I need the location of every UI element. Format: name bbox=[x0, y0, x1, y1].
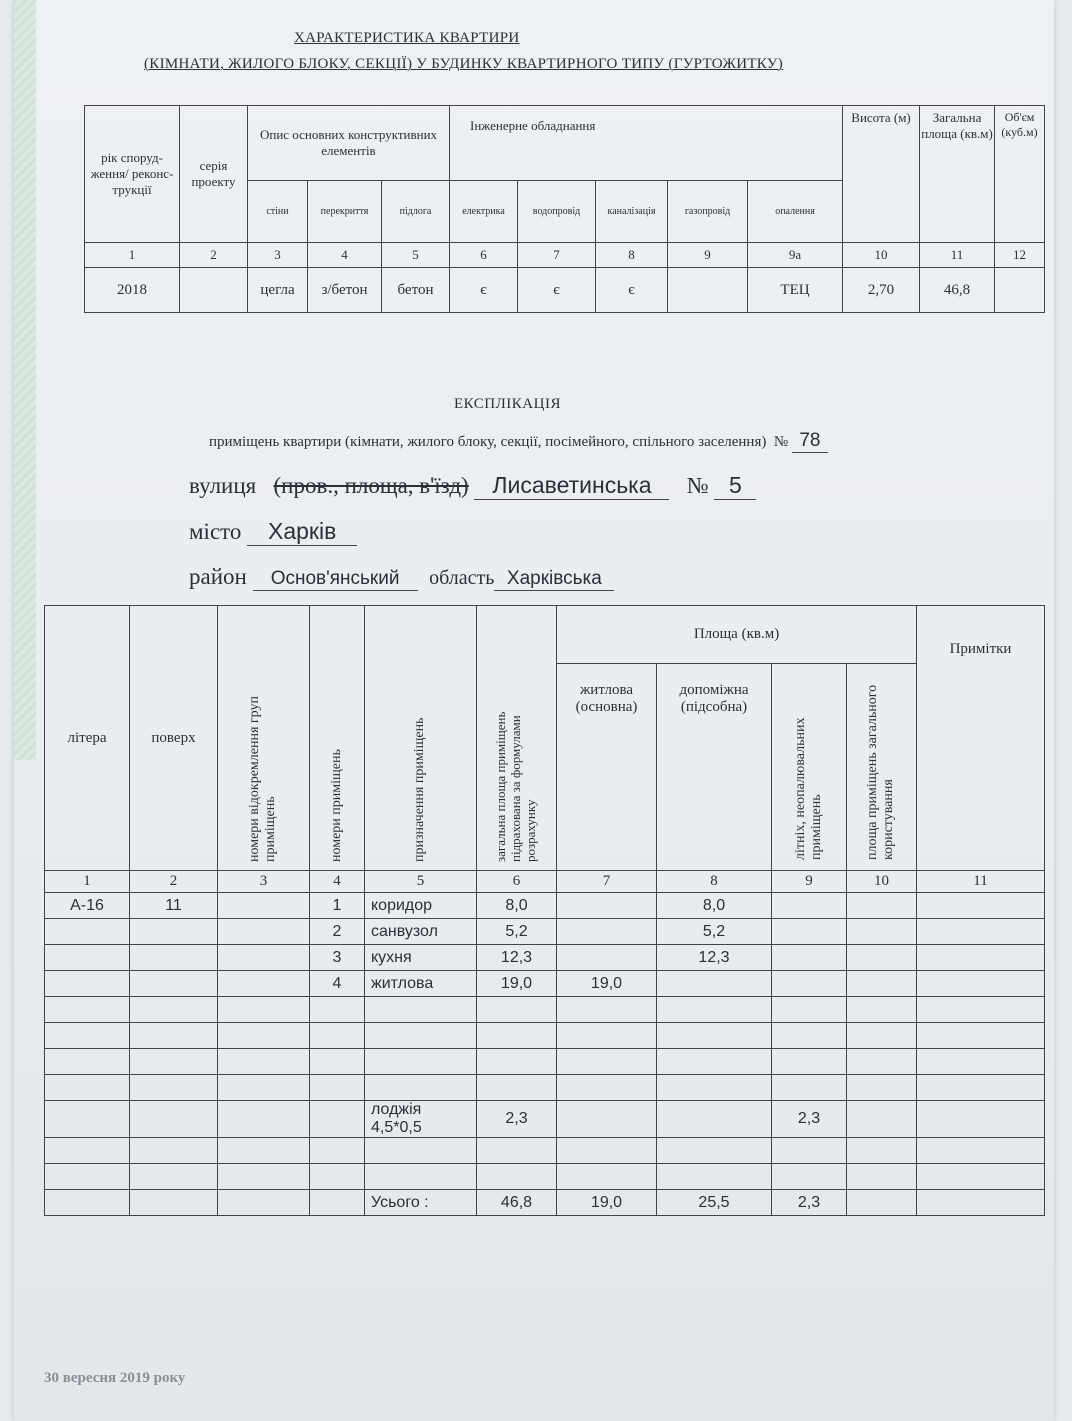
header-floors: перекриття bbox=[308, 181, 382, 243]
cell-litera bbox=[45, 997, 130, 1023]
header-engineering: Інженерне обладнання bbox=[450, 106, 843, 181]
header-litera: літера bbox=[45, 606, 130, 871]
cell-floor-level bbox=[130, 1049, 218, 1075]
cell-year: 2018 bbox=[85, 268, 180, 313]
col-number: 2 bbox=[180, 243, 248, 268]
col-number: 4 bbox=[310, 871, 365, 893]
table-row bbox=[45, 945, 1045, 971]
table-row bbox=[45, 893, 1045, 919]
cell-auxiliary bbox=[657, 1101, 772, 1138]
cell-heating: ТЕЦ bbox=[748, 268, 843, 313]
col-number: 3 bbox=[248, 243, 308, 268]
cell-floor-level bbox=[130, 971, 218, 997]
cell-water: є bbox=[518, 268, 596, 313]
characteristics-table bbox=[84, 105, 1045, 313]
district-label: район bbox=[189, 564, 247, 589]
cell-litera bbox=[45, 945, 130, 971]
cell-floor-level bbox=[130, 1190, 218, 1216]
cell-common bbox=[847, 1190, 917, 1216]
header-living: житлова (основна) bbox=[557, 664, 657, 871]
cell-summer: 2,3 bbox=[772, 1101, 847, 1138]
cell-floor-level bbox=[130, 1023, 218, 1049]
table-row bbox=[45, 1075, 1045, 1101]
cell-floor-level bbox=[130, 919, 218, 945]
cell-room-no bbox=[310, 1023, 365, 1049]
cell-notes bbox=[917, 919, 1045, 945]
col-number: 5 bbox=[365, 871, 477, 893]
cell-room-no bbox=[310, 997, 365, 1023]
col-number: 6 bbox=[477, 871, 557, 893]
cell-litera bbox=[45, 1075, 130, 1101]
cell-purpose: коридор bbox=[365, 893, 477, 919]
header-area: Площа (кв.м) bbox=[557, 606, 917, 664]
cell-notes bbox=[917, 1190, 1045, 1216]
header-gas: газопровід bbox=[668, 181, 748, 243]
cell-auxiliary bbox=[657, 971, 772, 997]
cell-auxiliary bbox=[657, 1075, 772, 1101]
house-number: 5 bbox=[714, 472, 756, 500]
region-name: Харківська bbox=[494, 568, 614, 591]
cell-purpose bbox=[365, 1138, 477, 1164]
cell-living bbox=[557, 1049, 657, 1075]
table-row bbox=[45, 997, 1045, 1023]
cell-common bbox=[847, 1023, 917, 1049]
col-number: 8 bbox=[657, 871, 772, 893]
street-line bbox=[189, 472, 756, 500]
header-total-rooms: загальна площа приміщень підрахована за формулами розрахунку bbox=[477, 606, 557, 871]
cell-summer bbox=[772, 1049, 847, 1075]
cell-purpose: житлова bbox=[365, 971, 477, 997]
header-year: рік спoруд-ження/ реконс-трукції bbox=[85, 106, 180, 243]
col-number: 8 bbox=[596, 243, 668, 268]
col-number: 4 bbox=[308, 243, 382, 268]
cell-auxiliary: 5,2 bbox=[657, 919, 772, 945]
cell-total: 5,2 bbox=[477, 919, 557, 945]
col-number: 12 bbox=[995, 243, 1045, 268]
cell-litera bbox=[45, 1138, 130, 1164]
cell-notes bbox=[917, 1023, 1045, 1049]
city-label: місто bbox=[189, 519, 242, 544]
cell-room-no: 3 bbox=[310, 945, 365, 971]
cell-living bbox=[557, 893, 657, 919]
cell-purpose: кухня bbox=[365, 945, 477, 971]
cell-purpose bbox=[365, 997, 477, 1023]
cell-living bbox=[557, 945, 657, 971]
cell-common bbox=[847, 893, 917, 919]
cell-floor-level bbox=[130, 997, 218, 1023]
cell-floor-level: 11 bbox=[130, 893, 218, 919]
cell-purpose: лоджія 4,5*0,5 bbox=[365, 1101, 477, 1138]
street-name: Лисаветинська bbox=[474, 472, 669, 500]
cell-total bbox=[477, 1049, 557, 1075]
col-number: 3 bbox=[218, 871, 310, 893]
rooms-column-numbers-row bbox=[45, 871, 1045, 893]
cell-common bbox=[847, 1075, 917, 1101]
cell-notes bbox=[917, 1164, 1045, 1190]
cell-summer bbox=[772, 893, 847, 919]
cell-notes bbox=[917, 1138, 1045, 1164]
cell-total: 12,3 bbox=[477, 945, 557, 971]
table-row bbox=[45, 1049, 1045, 1075]
apartment-no-label: № bbox=[773, 434, 789, 450]
cell-floor-level bbox=[130, 945, 218, 971]
header-electricity: електрика bbox=[450, 181, 518, 243]
header-auxiliary: допоміжна (підсобна) bbox=[657, 664, 772, 871]
header-summer: літніх, неопалювальних приміщень bbox=[772, 664, 847, 871]
cell-notes bbox=[917, 1101, 1045, 1138]
col-number: 11 bbox=[917, 871, 1045, 893]
cell-auxiliary bbox=[657, 1164, 772, 1190]
cell-room-no: 4 bbox=[310, 971, 365, 997]
cell-common bbox=[847, 919, 917, 945]
cell-living bbox=[557, 1075, 657, 1101]
city-line bbox=[189, 518, 357, 546]
cell-groups bbox=[218, 1049, 310, 1075]
table-row bbox=[45, 1138, 1045, 1164]
header-floor: підлога bbox=[382, 181, 450, 243]
cell-living bbox=[557, 1138, 657, 1164]
cell-electricity: є bbox=[450, 268, 518, 313]
header-notes: Примітки bbox=[917, 606, 1045, 871]
header-heating: опалення bbox=[748, 181, 843, 243]
cell-summer bbox=[772, 997, 847, 1023]
cell-litera bbox=[45, 1023, 130, 1049]
cell-purpose bbox=[365, 1164, 477, 1190]
house-no-label: № bbox=[686, 473, 709, 498]
cell-common bbox=[847, 997, 917, 1023]
cell-litera bbox=[45, 1049, 130, 1075]
cell-groups bbox=[218, 1138, 310, 1164]
street-type-struck: (пров., площа, в'їзд) bbox=[273, 473, 469, 498]
header-volume: Об'єм (куб.м) bbox=[995, 106, 1045, 243]
cell-common bbox=[847, 971, 917, 997]
cell-summer bbox=[772, 971, 847, 997]
col-number: 10 bbox=[847, 871, 917, 893]
explication-title: ЕКСПЛІКАЦІЯ bbox=[454, 396, 561, 412]
table-row bbox=[45, 919, 1045, 945]
cell-room-no: 1 bbox=[310, 893, 365, 919]
cell-litera bbox=[45, 1101, 130, 1138]
cell-living: 19,0 bbox=[557, 971, 657, 997]
cell-auxiliary bbox=[657, 1049, 772, 1075]
cell-height: 2,70 bbox=[843, 268, 920, 313]
cell-summer bbox=[772, 1164, 847, 1190]
cell-litera bbox=[45, 1164, 130, 1190]
explication-subtitle bbox=[209, 430, 828, 453]
cell-litera bbox=[45, 919, 130, 945]
cell-auxiliary bbox=[657, 1138, 772, 1164]
cell-litera: А-16 bbox=[45, 893, 130, 919]
cell-floors: з/бетон bbox=[308, 268, 382, 313]
header-structural: Опис основних конструктивних елементів bbox=[248, 106, 450, 181]
cell-common bbox=[847, 1138, 917, 1164]
column-numbers-row bbox=[85, 243, 1045, 268]
cell-auxiliary: 8,0 bbox=[657, 893, 772, 919]
page-edge-pattern bbox=[14, 0, 36, 760]
region-label: область bbox=[429, 567, 495, 589]
col-number: 7 bbox=[557, 871, 657, 893]
cell-notes bbox=[917, 997, 1045, 1023]
header-purpose: призначення приміщень bbox=[365, 606, 477, 871]
cell-living: 19,0 bbox=[557, 1190, 657, 1216]
cell-floor-level bbox=[130, 1075, 218, 1101]
header-room-no: номери приміщень bbox=[310, 606, 365, 871]
cell-total bbox=[477, 997, 557, 1023]
cell-purpose: санвузол bbox=[365, 919, 477, 945]
cell-gas bbox=[668, 268, 748, 313]
document-subtitle: (КІМНАТИ, ЖИЛОГО БЛОКУ, СЕКЦІЇ) У БУДИНКУ КВАРТИРНОГО ТИПУ (ГУРТОЖИТКУ) bbox=[144, 56, 784, 72]
cell-floor-level bbox=[130, 1138, 218, 1164]
cell-groups bbox=[218, 945, 310, 971]
cell-purpose bbox=[365, 1049, 477, 1075]
cell-summer bbox=[772, 1023, 847, 1049]
cell-notes bbox=[917, 945, 1045, 971]
cell-groups bbox=[218, 971, 310, 997]
cell-summer bbox=[772, 919, 847, 945]
rooms-table bbox=[44, 605, 1045, 1216]
table-row bbox=[45, 1190, 1045, 1216]
cell-living bbox=[557, 997, 657, 1023]
cell-common bbox=[847, 1049, 917, 1075]
header-water: водопровід bbox=[518, 181, 596, 243]
cell-purpose bbox=[365, 1023, 477, 1049]
cell-room-no bbox=[310, 1190, 365, 1216]
col-number: 9а bbox=[748, 243, 843, 268]
document-title: ХАРАКТЕРИСТИКА КВАРТИРИ bbox=[294, 30, 520, 46]
cell-groups bbox=[218, 1164, 310, 1190]
street-label: вулиця bbox=[189, 473, 257, 498]
cell-litera bbox=[45, 1190, 130, 1216]
cell-summer bbox=[772, 1075, 847, 1101]
cell-living bbox=[557, 1101, 657, 1138]
cell-total: 19,0 bbox=[477, 971, 557, 997]
header-total-area: Загальна площа (кв.м) bbox=[920, 106, 995, 243]
col-number: 9 bbox=[772, 871, 847, 893]
cell-living bbox=[557, 919, 657, 945]
cell-total-area: 46,8 bbox=[920, 268, 995, 313]
cell-common bbox=[847, 1101, 917, 1138]
cell-total bbox=[477, 1023, 557, 1049]
col-number: 2 bbox=[130, 871, 218, 893]
cell-auxiliary bbox=[657, 1023, 772, 1049]
cell-common bbox=[847, 945, 917, 971]
cell-total: 8,0 bbox=[477, 893, 557, 919]
cell-walls: цегла bbox=[248, 268, 308, 313]
cell-total: 2,3 bbox=[477, 1101, 557, 1138]
col-number: 10 bbox=[843, 243, 920, 268]
table-row bbox=[45, 971, 1045, 997]
header-series: серія проекту bbox=[180, 106, 248, 243]
cell-floor: бетон bbox=[382, 268, 450, 313]
cell-notes bbox=[917, 893, 1045, 919]
cell-total bbox=[477, 1164, 557, 1190]
cell-notes bbox=[917, 1075, 1045, 1101]
table-row bbox=[45, 1023, 1045, 1049]
col-number: 1 bbox=[85, 243, 180, 268]
cell-auxiliary bbox=[657, 997, 772, 1023]
cell-groups bbox=[218, 1075, 310, 1101]
cell-summer bbox=[772, 1138, 847, 1164]
cell-total bbox=[477, 1075, 557, 1101]
cell-summer: 2,3 bbox=[772, 1190, 847, 1216]
cell-living bbox=[557, 1164, 657, 1190]
cell-groups bbox=[218, 919, 310, 945]
col-number: 5 bbox=[382, 243, 450, 268]
city-name: Харків bbox=[247, 518, 357, 546]
cell-floor-level bbox=[130, 1101, 218, 1138]
cell-volume bbox=[995, 268, 1045, 313]
cell-purpose: Усього : bbox=[365, 1190, 477, 1216]
cell-common bbox=[847, 1164, 917, 1190]
document-page bbox=[14, 0, 1054, 1421]
col-number: 6 bbox=[450, 243, 518, 268]
cell-summer bbox=[772, 945, 847, 971]
cell-groups bbox=[218, 1101, 310, 1138]
rooms-table-body bbox=[45, 893, 1045, 1216]
header-height: Висота (м) bbox=[843, 106, 920, 243]
header-sewer: каналізація bbox=[596, 181, 668, 243]
cell-total: 46,8 bbox=[477, 1190, 557, 1216]
col-number: 9 bbox=[668, 243, 748, 268]
header-groups: номери відокремлення груп приміщень bbox=[218, 606, 310, 871]
cell-auxiliary: 12,3 bbox=[657, 945, 772, 971]
col-number: 11 bbox=[920, 243, 995, 268]
cell-living bbox=[557, 1023, 657, 1049]
cell-notes bbox=[917, 971, 1045, 997]
cell-groups bbox=[218, 1023, 310, 1049]
cell-room-no bbox=[310, 1138, 365, 1164]
document-date: 30 вересня 2019 року bbox=[44, 1370, 186, 1386]
cell-auxiliary: 25,5 bbox=[657, 1190, 772, 1216]
cell-purpose bbox=[365, 1075, 477, 1101]
cell-total bbox=[477, 1138, 557, 1164]
district-line bbox=[189, 564, 614, 591]
cell-litera bbox=[45, 971, 130, 997]
cell-room-no bbox=[310, 1101, 365, 1138]
table-row bbox=[45, 1164, 1045, 1190]
header-walls: стіни bbox=[248, 181, 308, 243]
cell-groups bbox=[218, 997, 310, 1023]
cell-groups bbox=[218, 893, 310, 919]
cell-sewer: є bbox=[596, 268, 668, 313]
cell-floor-level bbox=[130, 1164, 218, 1190]
col-number: 1 bbox=[45, 871, 130, 893]
cell-room-no bbox=[310, 1075, 365, 1101]
col-number: 7 bbox=[518, 243, 596, 268]
district-name: Основ'янський bbox=[253, 568, 418, 591]
characteristics-data-row bbox=[85, 268, 1045, 313]
cell-groups bbox=[218, 1190, 310, 1216]
apartment-number: 78 bbox=[792, 430, 828, 453]
cell-series bbox=[180, 268, 248, 313]
cell-room-no bbox=[310, 1049, 365, 1075]
cell-notes bbox=[917, 1049, 1045, 1075]
header-floor-level: поверх bbox=[130, 606, 218, 871]
cell-room-no bbox=[310, 1164, 365, 1190]
explication-subtitle-text: приміщень квартири (кімнати, жилого блоку, секції, посімейного, спільного заселення) bbox=[209, 434, 767, 450]
table-row bbox=[45, 1101, 1045, 1138]
cell-room-no: 2 bbox=[310, 919, 365, 945]
header-common: площа приміщень загального користування bbox=[847, 664, 917, 871]
